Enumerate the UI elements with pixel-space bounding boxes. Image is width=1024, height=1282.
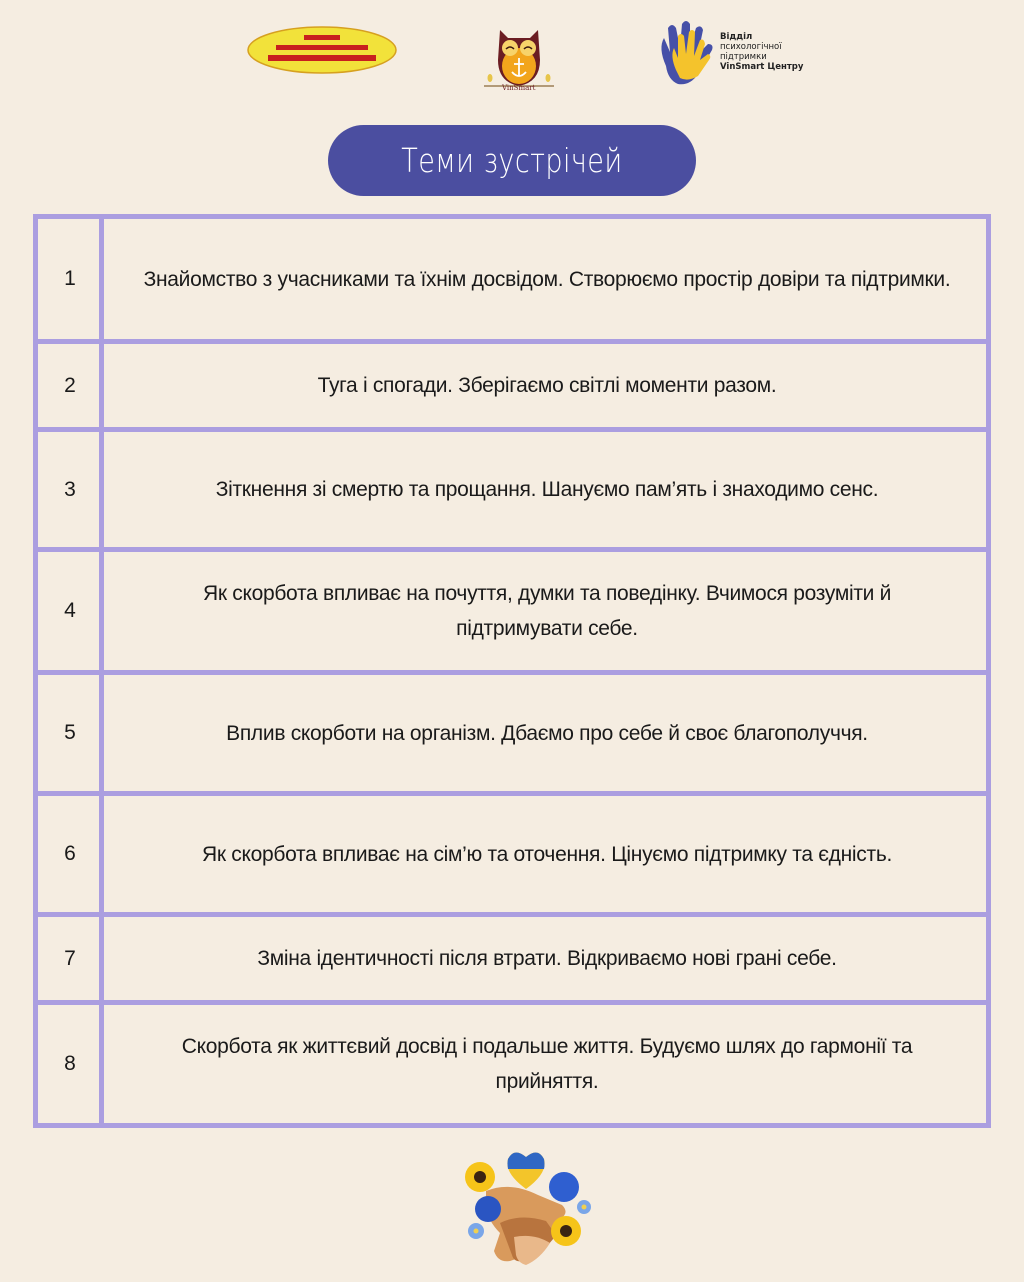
topic-number: 7 <box>64 946 76 970</box>
table-row <box>33 432 991 547</box>
logo-line: психологічної <box>720 42 782 52</box>
table-row <box>33 796 991 912</box>
topic-number: 8 <box>64 1052 76 1075</box>
topic-number: 4 <box>64 599 76 622</box>
page-title-text: Теми зустрічей <box>401 141 623 180</box>
vinsmart-owl-caption: VinSmart <box>502 84 536 92</box>
topic-text: Як скорбота впливає на сім’ю та оточення. Цінуємо підтримку та єдність. <box>201 842 892 866</box>
topic-text: Зміна ідентичності після втрати. Відкриваємо нові грані себе. <box>257 947 837 970</box>
table-row <box>33 219 991 339</box>
topic-text: Скорбота як життєвий досвід і подальше життя. Будуємо шлях до гармонії та прийняття. <box>181 1035 913 1093</box>
psychological-support-logo <box>656 18 816 88</box>
cornflower-icon <box>549 1172 579 1202</box>
psychological-support-logo-text <box>720 32 803 72</box>
library-logo <box>246 25 398 75</box>
topic-number: 1 <box>64 267 76 290</box>
table-border-bottom <box>33 1123 991 1128</box>
topic-text: Зіткнення зі смертю та прощання. Шануємо пам’ять і знаходимо сенс. <box>215 478 879 501</box>
topic-number: 3 <box>64 477 76 501</box>
hands-heart-flowers-illustration <box>460 1143 592 1277</box>
topic-text: Вплив скорботи на організм. Дбаємо про себе й своє благополуччя. <box>226 721 868 745</box>
topic-number: 2 <box>64 373 76 397</box>
table-row <box>33 1005 991 1123</box>
topic-number: 5 <box>64 721 76 744</box>
logo-line: Відділ <box>720 32 753 42</box>
topic-number: 6 <box>64 842 76 865</box>
topic-text: Знайомство з учасниками та їхнім досвідом. Створюємо простір довіри та підтримки. <box>143 267 951 291</box>
table-row <box>33 552 991 670</box>
topic-text: Туга і спогади. Зберігаємо світлі моменти разом. <box>317 374 777 397</box>
topic-text: Як скорбота впливає на почуття, думки та поведінку. Вчимося розуміти й підтримувати себе. <box>202 582 892 640</box>
table-row <box>33 344 991 427</box>
logo-line: VinSmart Центру <box>720 62 804 72</box>
logo-line: підтримки <box>720 52 767 62</box>
topics-table <box>33 214 991 1128</box>
table-row <box>33 917 991 1000</box>
sunflower-icon <box>465 1162 495 1192</box>
sunflower-icon <box>551 1216 581 1246</box>
cornflower-icon <box>475 1196 501 1222</box>
page-title <box>328 125 696 196</box>
table-row <box>33 675 991 791</box>
